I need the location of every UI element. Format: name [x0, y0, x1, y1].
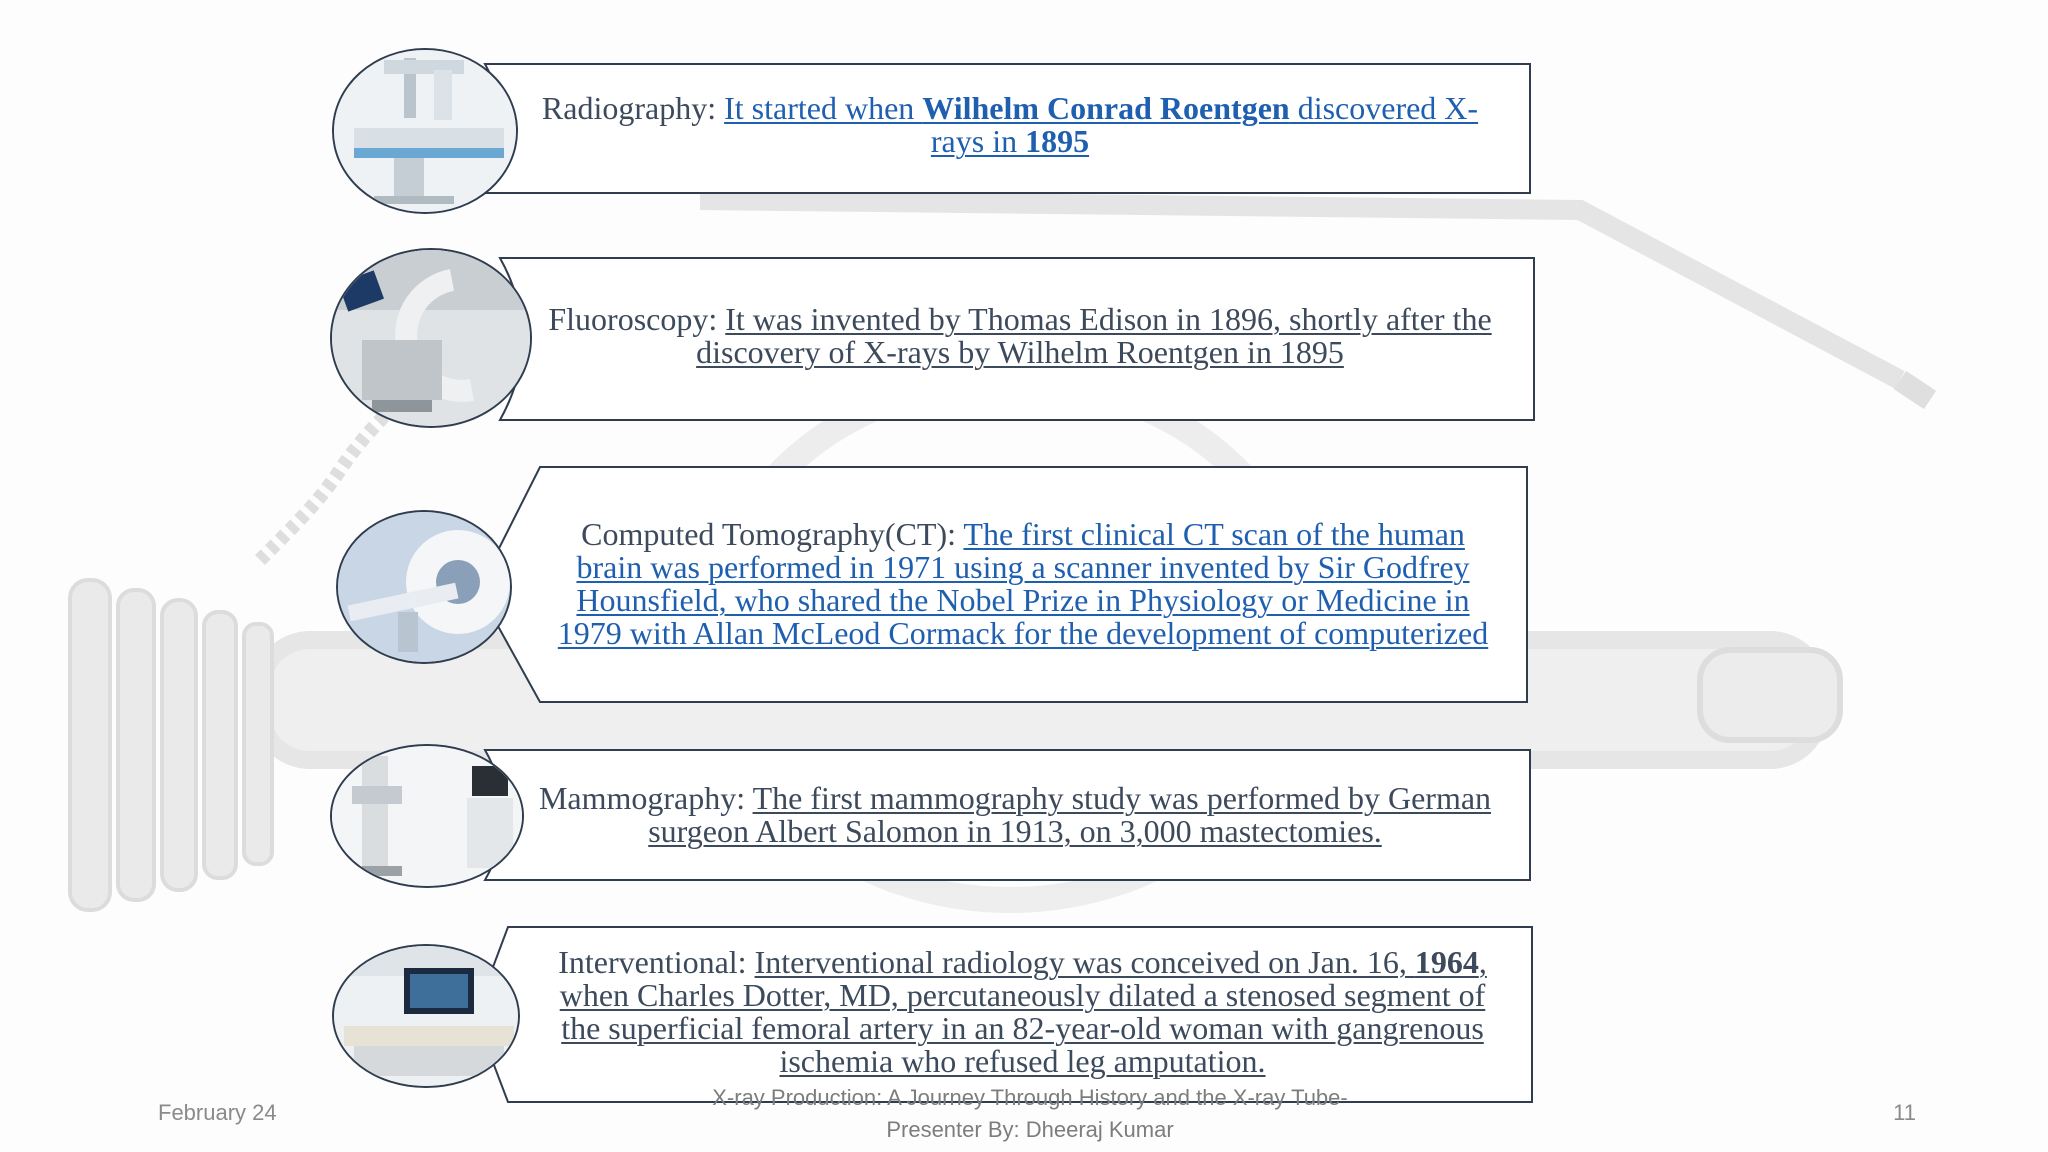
row-link-part[interactable]: Interventional radiology was conceived on Jan. 16,	[754, 944, 1415, 980]
interventional-suite-icon	[332, 944, 520, 1088]
row-lead-label: Fluoroscopy:	[548, 301, 726, 337]
row-link-part[interactable]: , when Charles Dotter, MD, percutaneously dilated a stenosed segment of the superficial femoral artery in an 82-year-old woman with gangrenous ischemia who refused leg amputation.	[559, 944, 1487, 1079]
callout-text-interventional	[540, 946, 1505, 1078]
row-lead-label: Interventional:	[558, 944, 755, 980]
row-link-part[interactable]: It started when	[724, 90, 923, 126]
footer-title: X-ray Production: A Journey Through History and the X-ray Tube- Presenter By: Dheeraj Kumar	[712, 1085, 1348, 1142]
row-lead-label: Radiography:	[541, 90, 725, 126]
row-link-part[interactable]: Wilhelm Conrad Roentgen	[922, 90, 1290, 126]
row-lead-label: Mammography:	[538, 780, 753, 816]
row-link-part[interactable]: 1895	[1025, 123, 1090, 159]
row-link-part[interactable]: 1964	[1414, 944, 1479, 980]
row-link-part[interactable]: It was invented by Thomas Edison in 1896, shortly after the discovery of X-rays by Wilhelm Roentgen in 1895	[696, 301, 1492, 370]
row-link-part[interactable]: The first clinical CT scan of the human brain was performed in 1971 using a scanner invented by Sir Godfrey Hounsfield, who shared the Nobel Prize in Physiology or Medicine in 1979 with Allan McLeod Cormack for the development of computerized	[557, 516, 1489, 651]
footer-date: February 24	[158, 1100, 277, 1125]
row-link-part[interactable]: The first mammography study was performed by German surgeon Albert Salomon in 1913, on 3,000 mastectomies.	[648, 780, 1492, 849]
row-link-part[interactable]: discovered X-rays in	[930, 90, 1479, 159]
footer-page-number: 11	[1893, 1100, 1916, 1125]
row-lead-label: Computed Tomography(CT):	[581, 516, 964, 552]
